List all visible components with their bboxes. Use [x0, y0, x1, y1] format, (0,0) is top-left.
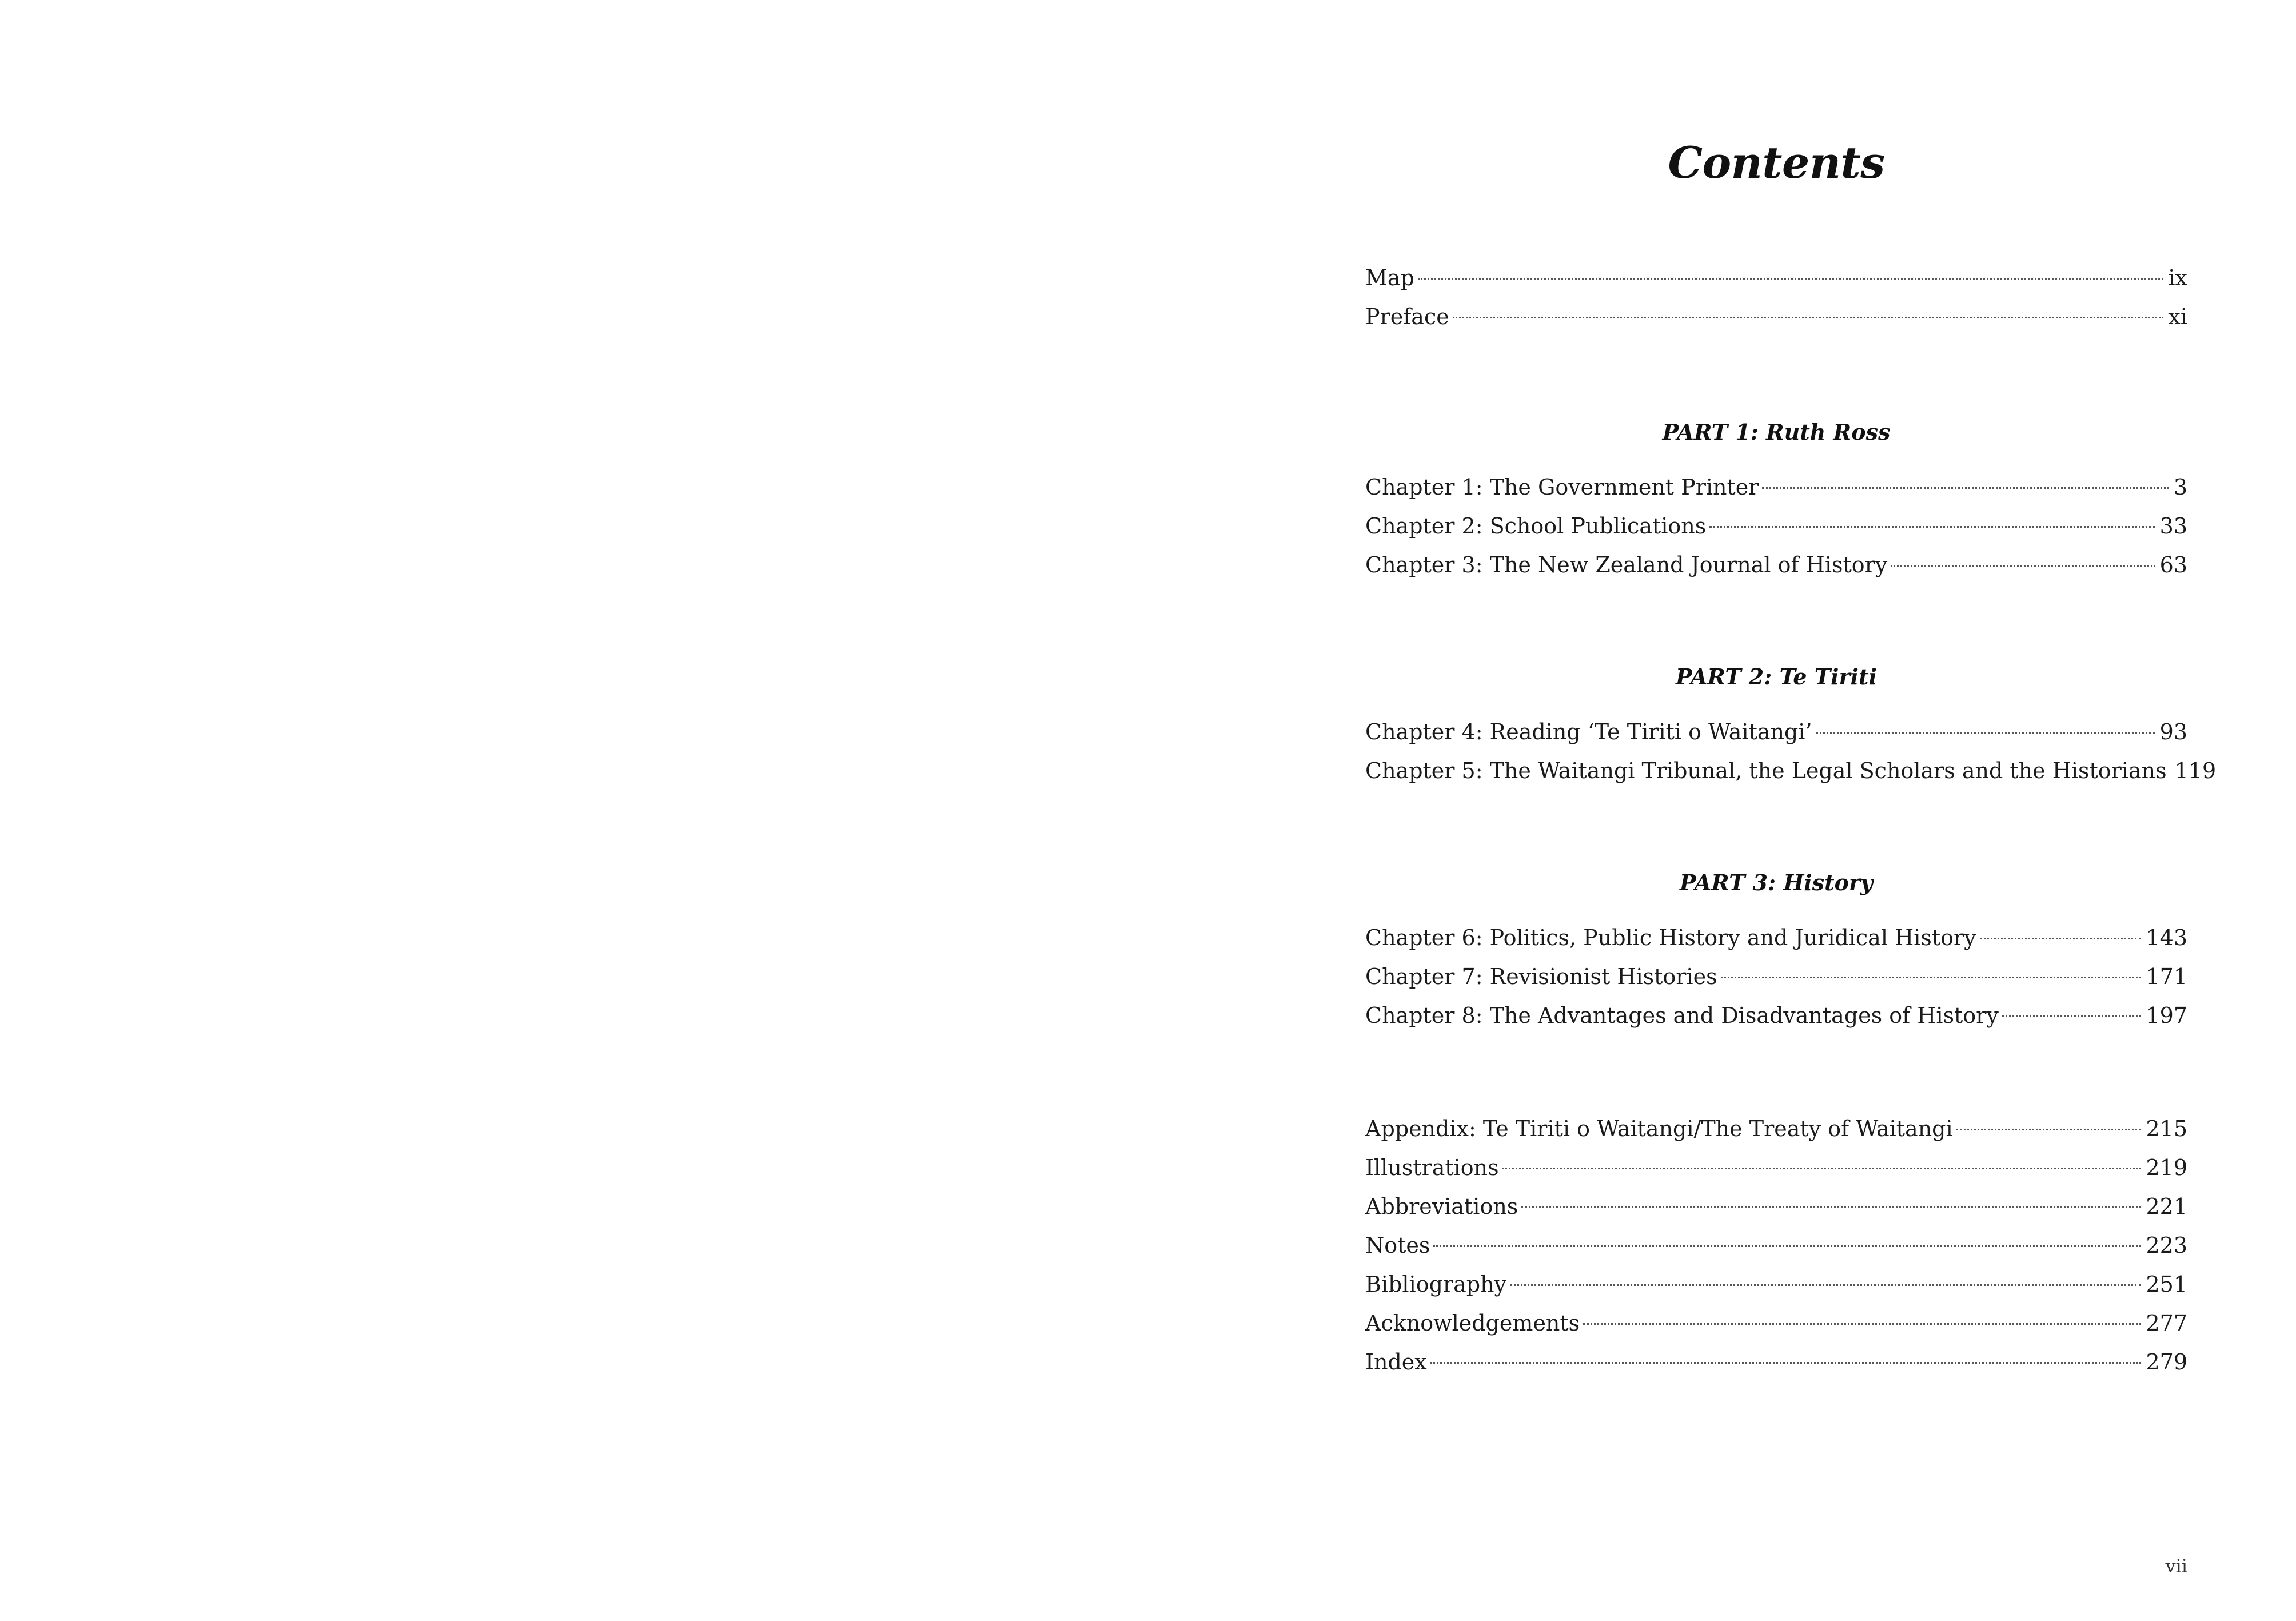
toc-entry-page: 143: [2146, 925, 2187, 950]
toc-entry-page: 3: [2173, 475, 2187, 500]
toc-entry-index[interactable]: [1365, 1343, 2187, 1381]
dot-leader: [1721, 977, 2142, 978]
toc-entry-label: Illustrations: [1365, 1155, 1499, 1180]
toc-entry-page: 197: [2146, 1003, 2187, 1028]
dot-leader: [1510, 1284, 2141, 1286]
toc-entry-page: 219: [2146, 1155, 2187, 1180]
toc-entry-label: Map: [1365, 265, 1414, 290]
toc-entry-page: 215: [2146, 1116, 2187, 1141]
part-3-heading: PART 3: History: [1679, 870, 1874, 895]
page-number: vii: [2165, 1555, 2187, 1577]
contents-title: Contents: [1668, 137, 1885, 188]
dot-leader: [2002, 1015, 2142, 1017]
toc-entry-page: 171: [2146, 964, 2187, 989]
toc-entry-label: Chapter 4: Reading ‘Te Tiriti o Waitangi’: [1365, 719, 1812, 744]
dot-leader: [1418, 278, 2164, 280]
part-1-section: [1365, 417, 2187, 584]
part-2-section: [1365, 662, 2217, 790]
toc-entry-chapter-4[interactable]: [1365, 712, 2187, 751]
toc-entry-notes[interactable]: [1365, 1226, 2187, 1265]
toc-entry-label: Chapter 5: The Waitangi Tribunal, the Legal Scholars and the Historians: [1365, 758, 2167, 783]
toc-entry-label: Abbreviations: [1365, 1194, 1518, 1219]
toc-entry-bibliography[interactable]: [1365, 1265, 2187, 1304]
dot-leader: [1891, 565, 2155, 567]
toc-entry-page: 277: [2146, 1311, 2187, 1336]
dot-leader: [1816, 732, 2155, 734]
dot-leader: [1502, 1168, 2142, 1169]
toc-entry-page: 223: [2146, 1233, 2187, 1258]
toc-entry-page: ix: [2168, 265, 2187, 290]
part-2-heading: PART 2: Te Tiriti: [1676, 664, 1877, 690]
toc-entry-label: Chapter 8: The Advantages and Disadvantages of History: [1365, 1003, 1999, 1028]
toc-entry-label: Chapter 6: Politics, Public History and Juridical History: [1365, 925, 1976, 950]
dot-leader: [1430, 1362, 2142, 1364]
right-page: [1148, 0, 2296, 1621]
toc-entry-label: Chapter 2: School Publications: [1365, 513, 1707, 539]
toc-entry-chapter-7[interactable]: [1365, 957, 2187, 996]
dot-leader: [1583, 1323, 2141, 1325]
toc-entry-page: 251: [2146, 1272, 2187, 1297]
toc-entry-label: Index: [1365, 1349, 1427, 1375]
toc-entry-page: xi: [2168, 304, 2187, 329]
toc-entry-appendix[interactable]: [1365, 1109, 2187, 1148]
toc-entry-label: Acknowledgements: [1365, 1311, 1580, 1336]
toc-entry-chapter-2[interactable]: [1365, 507, 2187, 545]
dot-leader: [1762, 487, 2169, 489]
back-matter-list: [1365, 1109, 2187, 1381]
dot-leader: [1433, 1245, 2141, 1247]
dot-leader: [1956, 1129, 2142, 1130]
dot-leader: [1521, 1206, 2141, 1208]
toc-entry-map[interactable]: [1365, 258, 2187, 297]
toc-entry-acknowledgements[interactable]: [1365, 1304, 2187, 1343]
toc-entry-label: Notes: [1365, 1233, 1430, 1258]
toc-entry-label: Preface: [1365, 304, 1449, 329]
toc-entry-label: Chapter 7: Revisionist Histories: [1365, 964, 1717, 989]
part-1-heading: PART 1: Ruth Ross: [1662, 419, 1891, 445]
toc-entry-preface[interactable]: [1365, 297, 2187, 336]
toc-entry-illustrations[interactable]: [1365, 1148, 2187, 1187]
toc-entry-chapter-6[interactable]: [1365, 918, 2187, 957]
dot-leader: [1709, 526, 2155, 528]
toc-entry-chapter-3[interactable]: [1365, 545, 2187, 584]
toc-entry-abbreviations[interactable]: [1365, 1187, 2187, 1226]
toc-entry-page: 63: [2159, 552, 2187, 577]
toc-entry-page: 93: [2159, 719, 2187, 744]
toc-entry-chapter-8[interactable]: [1365, 996, 2187, 1035]
dot-leader: [1453, 317, 2164, 318]
dot-leader: [1980, 938, 2142, 939]
toc-entry-page: 279: [2146, 1349, 2187, 1375]
toc-entry-label: Chapter 1: The Government Printer: [1365, 475, 1759, 500]
toc-entry-chapter-1[interactable]: [1365, 468, 2187, 507]
toc-entry-label: Bibliography: [1365, 1272, 1506, 1297]
toc-entry-page: 221: [2146, 1194, 2187, 1219]
toc-entry-chapter-5[interactable]: [1365, 751, 2217, 790]
toc-entry-label: Chapter 3: The New Zealand Journal of History: [1365, 552, 1888, 577]
toc-entry-label: Appendix: Te Tiriti o Waitangi/The Treaty of Waitangi: [1365, 1116, 1953, 1141]
toc-entry-page: 119: [2174, 758, 2217, 783]
toc-entry-page: 33: [2159, 513, 2187, 539]
front-matter-list: [1365, 258, 2187, 336]
part-3-section: [1365, 868, 2187, 1035]
